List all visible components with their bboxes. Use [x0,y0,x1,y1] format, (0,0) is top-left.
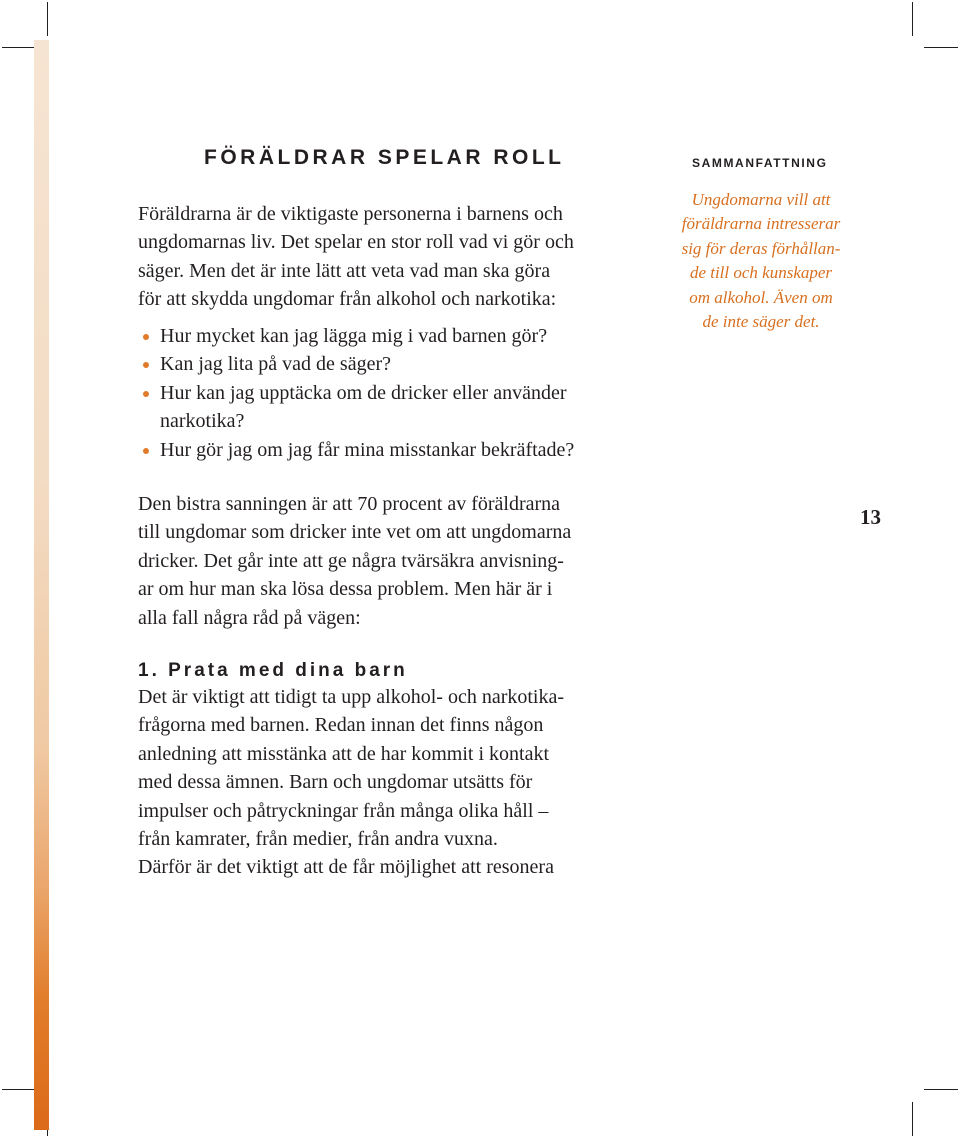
text-line: Föräldrarna är de viktigaste personerna i barnens och [138,203,563,225]
text-line: impulser och påtryckningar från många olika håll – [138,799,549,822]
text-line: dricker. Det går inte att ge några tvärsäkra anvisning- [138,549,564,572]
crop-mark [2,47,36,48]
body-paragraph [138,490,643,632]
text-line: alla fall några råd på vägen: [138,606,361,629]
sidebar-title: SAMMANFATTNING [692,156,828,170]
bullet-icon [143,362,149,368]
list-item-text: Kan jag lita på vad de säger? [160,353,392,376]
sidebar-line: om alkohol. Även om [689,287,833,307]
decorative-color-strip [34,40,49,1130]
sidebar-line: Ungdomarna vill att [691,190,831,209]
crop-mark [924,47,958,48]
crop-mark [924,1089,958,1090]
list-item [138,322,658,350]
text-line: anledning att misstänka att de har kommit i kontakt [138,742,550,765]
sidebar-line: de inte säger det. [702,312,820,332]
bullet-icon [143,334,149,340]
question-list [138,322,658,464]
text-line: frågorna med barnen. Redan innan det finns någon [138,714,544,737]
crop-mark [2,1089,36,1090]
text-line: till ungdomar som dricker inte vet om att ungdomarna [138,521,572,544]
sidebar-line: sig för deras förhållan- [681,238,841,258]
bullet-icon [143,448,149,454]
text-line: med dessa ämnen. Barn och ungdomar utsätts för [138,771,533,794]
text-line: ungdomarnas liv. Det spelar en stor roll vad vi gör och [138,231,574,254]
list-item [138,350,658,378]
bullet-icon [143,391,149,397]
list-item-text: Hur mycket kan jag lägga mig i vad barnen gör? [160,325,548,347]
list-item-text: Hur gör jag om jag får mina misstankar bekräftade? [160,438,575,461]
text-line: ar om hur man ska lösa dessa problem. Men här är i [138,578,553,601]
section-paragraph [138,683,643,882]
list-item [138,436,658,464]
text-line: från kamrater, från medier, från andra vuxna. [138,828,498,851]
text-line: Det är viktigt att tidigt ta upp alkohol- och narkotika- [138,686,565,708]
sidebar-line: föräldrarna intresserar [681,214,841,234]
page-number: 13 [860,505,881,529]
crop-mark [47,2,48,36]
crop-mark [912,1102,913,1136]
sidebar-line: de till och kunskaper [689,263,833,283]
text-line: för att skydda ungdomar från alkohol och narkotika: [138,288,557,311]
text-line: säger. Men det är inte lätt att veta vad man ska göra [138,259,551,282]
section-title: 1. Prata med dina barn [138,660,408,681]
list-item-text: Hur kan jag upptäcka om de dricker eller använder [160,381,567,404]
list-item [138,379,658,436]
crop-mark [912,2,913,36]
text-line: Därför är det viktigt att de får möjlighet att resonera [138,856,554,879]
sidebar-summary [666,188,856,334]
page-heading: FÖRÄLDRAR SPELAR ROLL [204,146,565,169]
intro-paragraph [138,200,643,314]
text-line: Den bistra sanningen är att 70 procent av föräldrarna [138,493,561,515]
list-item-text: narkotika? [160,410,245,433]
